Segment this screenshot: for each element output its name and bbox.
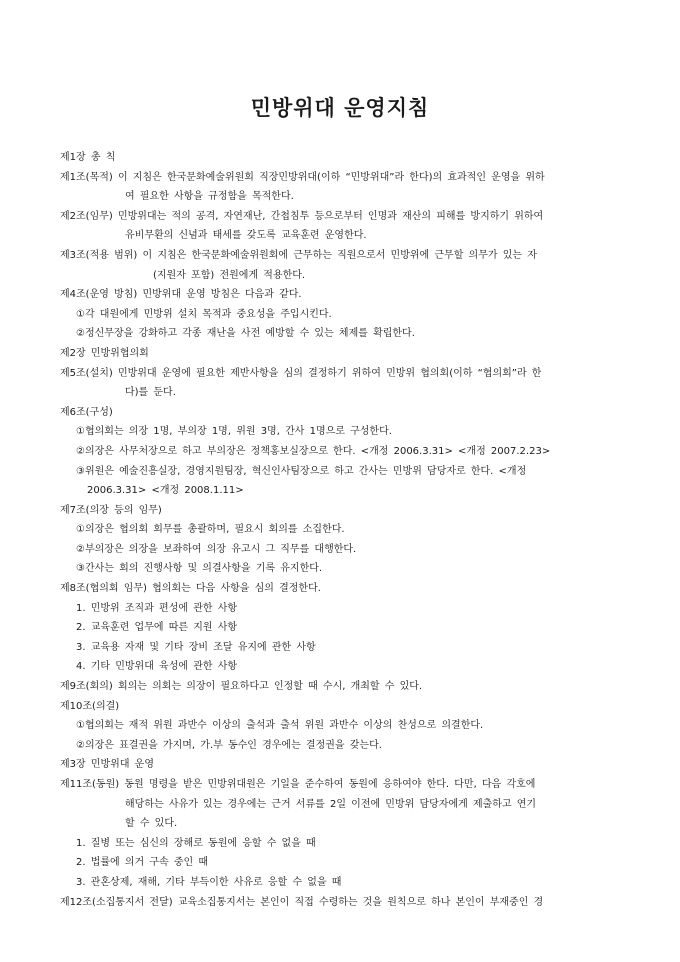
clause-line: ②정신무장을 강화하고 각종 재난을 사전 예방할 수 있는 체제를 확립한다. <box>76 328 415 340</box>
article-continuation: 할 수 있다. <box>125 818 178 830</box>
article-line: 제10조(의결) <box>60 700 120 712</box>
article-line: 제5조(설치) 민방위대 운영에 필요한 제반사항을 심의 결정하기 위하여 민방위 협의회(이하 “협의회”라 한 <box>60 367 542 379</box>
clause-line: ②의장은 표결권을 가지며, 가.부 동수인 경우에는 결정권을 갖는다. <box>76 739 382 751</box>
clause-line: ③간사는 회의 진행사항 및 의결사항을 기록 유지한다. <box>76 563 323 575</box>
document-title: 민방위대 운영지침 <box>250 96 430 120</box>
list-item: 3. 관혼상제, 재해, 기타 부득이한 사유로 응할 수 없을 때 <box>76 876 342 888</box>
article-continuation: 여 필요한 사항을 규정함을 목적한다. <box>125 191 294 203</box>
chapter-heading: 제2장 민방위협의회 <box>60 347 149 359</box>
chapter-heading: 제1장 총 칙 <box>60 152 116 163</box>
article-line: 제1조(목적) 이 지침은 한국문화예술위원회 직장민방위대(이하 “민방위대”라 한다)의 효과적인 운영을 위하 <box>60 171 545 183</box>
article-continuation: 해당하는 사유가 있는 경우에는 근거 서류를 2일 이전에 민방위 담당자에게 제출하고 연기 <box>125 798 537 810</box>
clause-line: ②의장은 사무처장으로 하고 부의장은 정책홍보실장으로 한다. <개정 2006.3.31> <개정 2007.2.23> <box>76 445 551 457</box>
article-line: 제2조(임무) 민방위대는 적의 공격, 자연재난, 간첩침투 등으로부터 인명과 재산의 피해를 방지하기 위하여 <box>60 210 544 222</box>
list-item: 1. 민방위 조직과 편성에 관한 사항 <box>76 602 238 614</box>
article-continuation: (지원자 포함) 전원에게 적용한다. <box>153 269 306 281</box>
list-item: 2. 법률에 의거 구속 중인 때 <box>76 857 209 869</box>
article-line: 제3조(적용 범위) 이 지침은 한국문화예술위원회에 근무하는 직원으로서 민방위에 근무할 의무가 있는 자 <box>60 249 537 261</box>
clause-line: ①협의회는 의장 1명, 부의장 1명, 위원 3명, 간사 1명으로 구성한다. <box>76 426 392 438</box>
clause-line: ①협의회는 재적 위원 과반수 이상의 출석과 출석 위원 과반수 이상의 찬성으로 의결한다. <box>76 720 484 732</box>
article-line: 제7조(의장 등의 임무) <box>60 504 162 516</box>
article-line: 제8조(협의회 임무) 협의회는 다음 사항을 심의 결정한다. <box>60 583 321 595</box>
article-line: 제12조(소집통지서 전달) 교육소집통지서는 본인이 직접 수령하는 것을 원칙으로 하나 본인이 부재중인 경 <box>60 896 544 908</box>
list-item: 4. 기타 민방위대 육성에 관한 사항 <box>76 661 238 673</box>
article-continuation: 다)를 둔다. <box>125 387 176 399</box>
clause-line: ①의장은 협의회 회무를 총괄하며, 필요시 회의를 소집한다. <box>76 524 345 536</box>
article-line: 제11조(동원) 동원 명령을 받은 민방위대원은 기일을 준수하여 동원에 응하여야 한다. 다만, 다음 각호에 <box>60 779 536 790</box>
list-item: 1. 질병 또는 심신의 장해로 동원에 응할 수 없을 때 <box>76 837 316 849</box>
clause-line: ②부의장은 의장을 보좌하여 의장 유고시 그 직무를 대행한다. <box>76 543 357 555</box>
document-body <box>60 148 625 912</box>
article-line: 제6조(구성) <box>60 406 113 418</box>
list-item: 2. 교육훈련 업무에 따른 지원 사항 <box>76 622 238 634</box>
article-line: 제4조(운영 방침) 민방위대 운영 방침은 다음과 같다. <box>60 289 302 301</box>
list-item: 3. 교육용 자재 및 기타 장비 조달 유지에 관한 사항 <box>76 641 316 653</box>
clause-line: ③위원은 예술진흥실장, 경영지원팀장, 혁신인사팀장으로 하고 간사는 민방위 담당자로 한다. <개정 <box>76 465 527 477</box>
clause-continuation: 2006.3.31> <개정 2008.1.11> <box>87 485 244 497</box>
clause-line: ①각 대원에게 민방위 설치 목적과 중요성을 주입시킨다. <box>76 308 332 320</box>
article-continuation: 유비무환의 신념과 태세를 갖도록 교육훈련 운영한다. <box>125 230 367 242</box>
chapter-heading: 제3장 민방위대 운영 <box>60 759 154 771</box>
article-line: 제9조(회의) 회의는 의회는 의장이 필요하다고 인정할 때 수시, 개최할 수 있다. <box>60 681 423 693</box>
